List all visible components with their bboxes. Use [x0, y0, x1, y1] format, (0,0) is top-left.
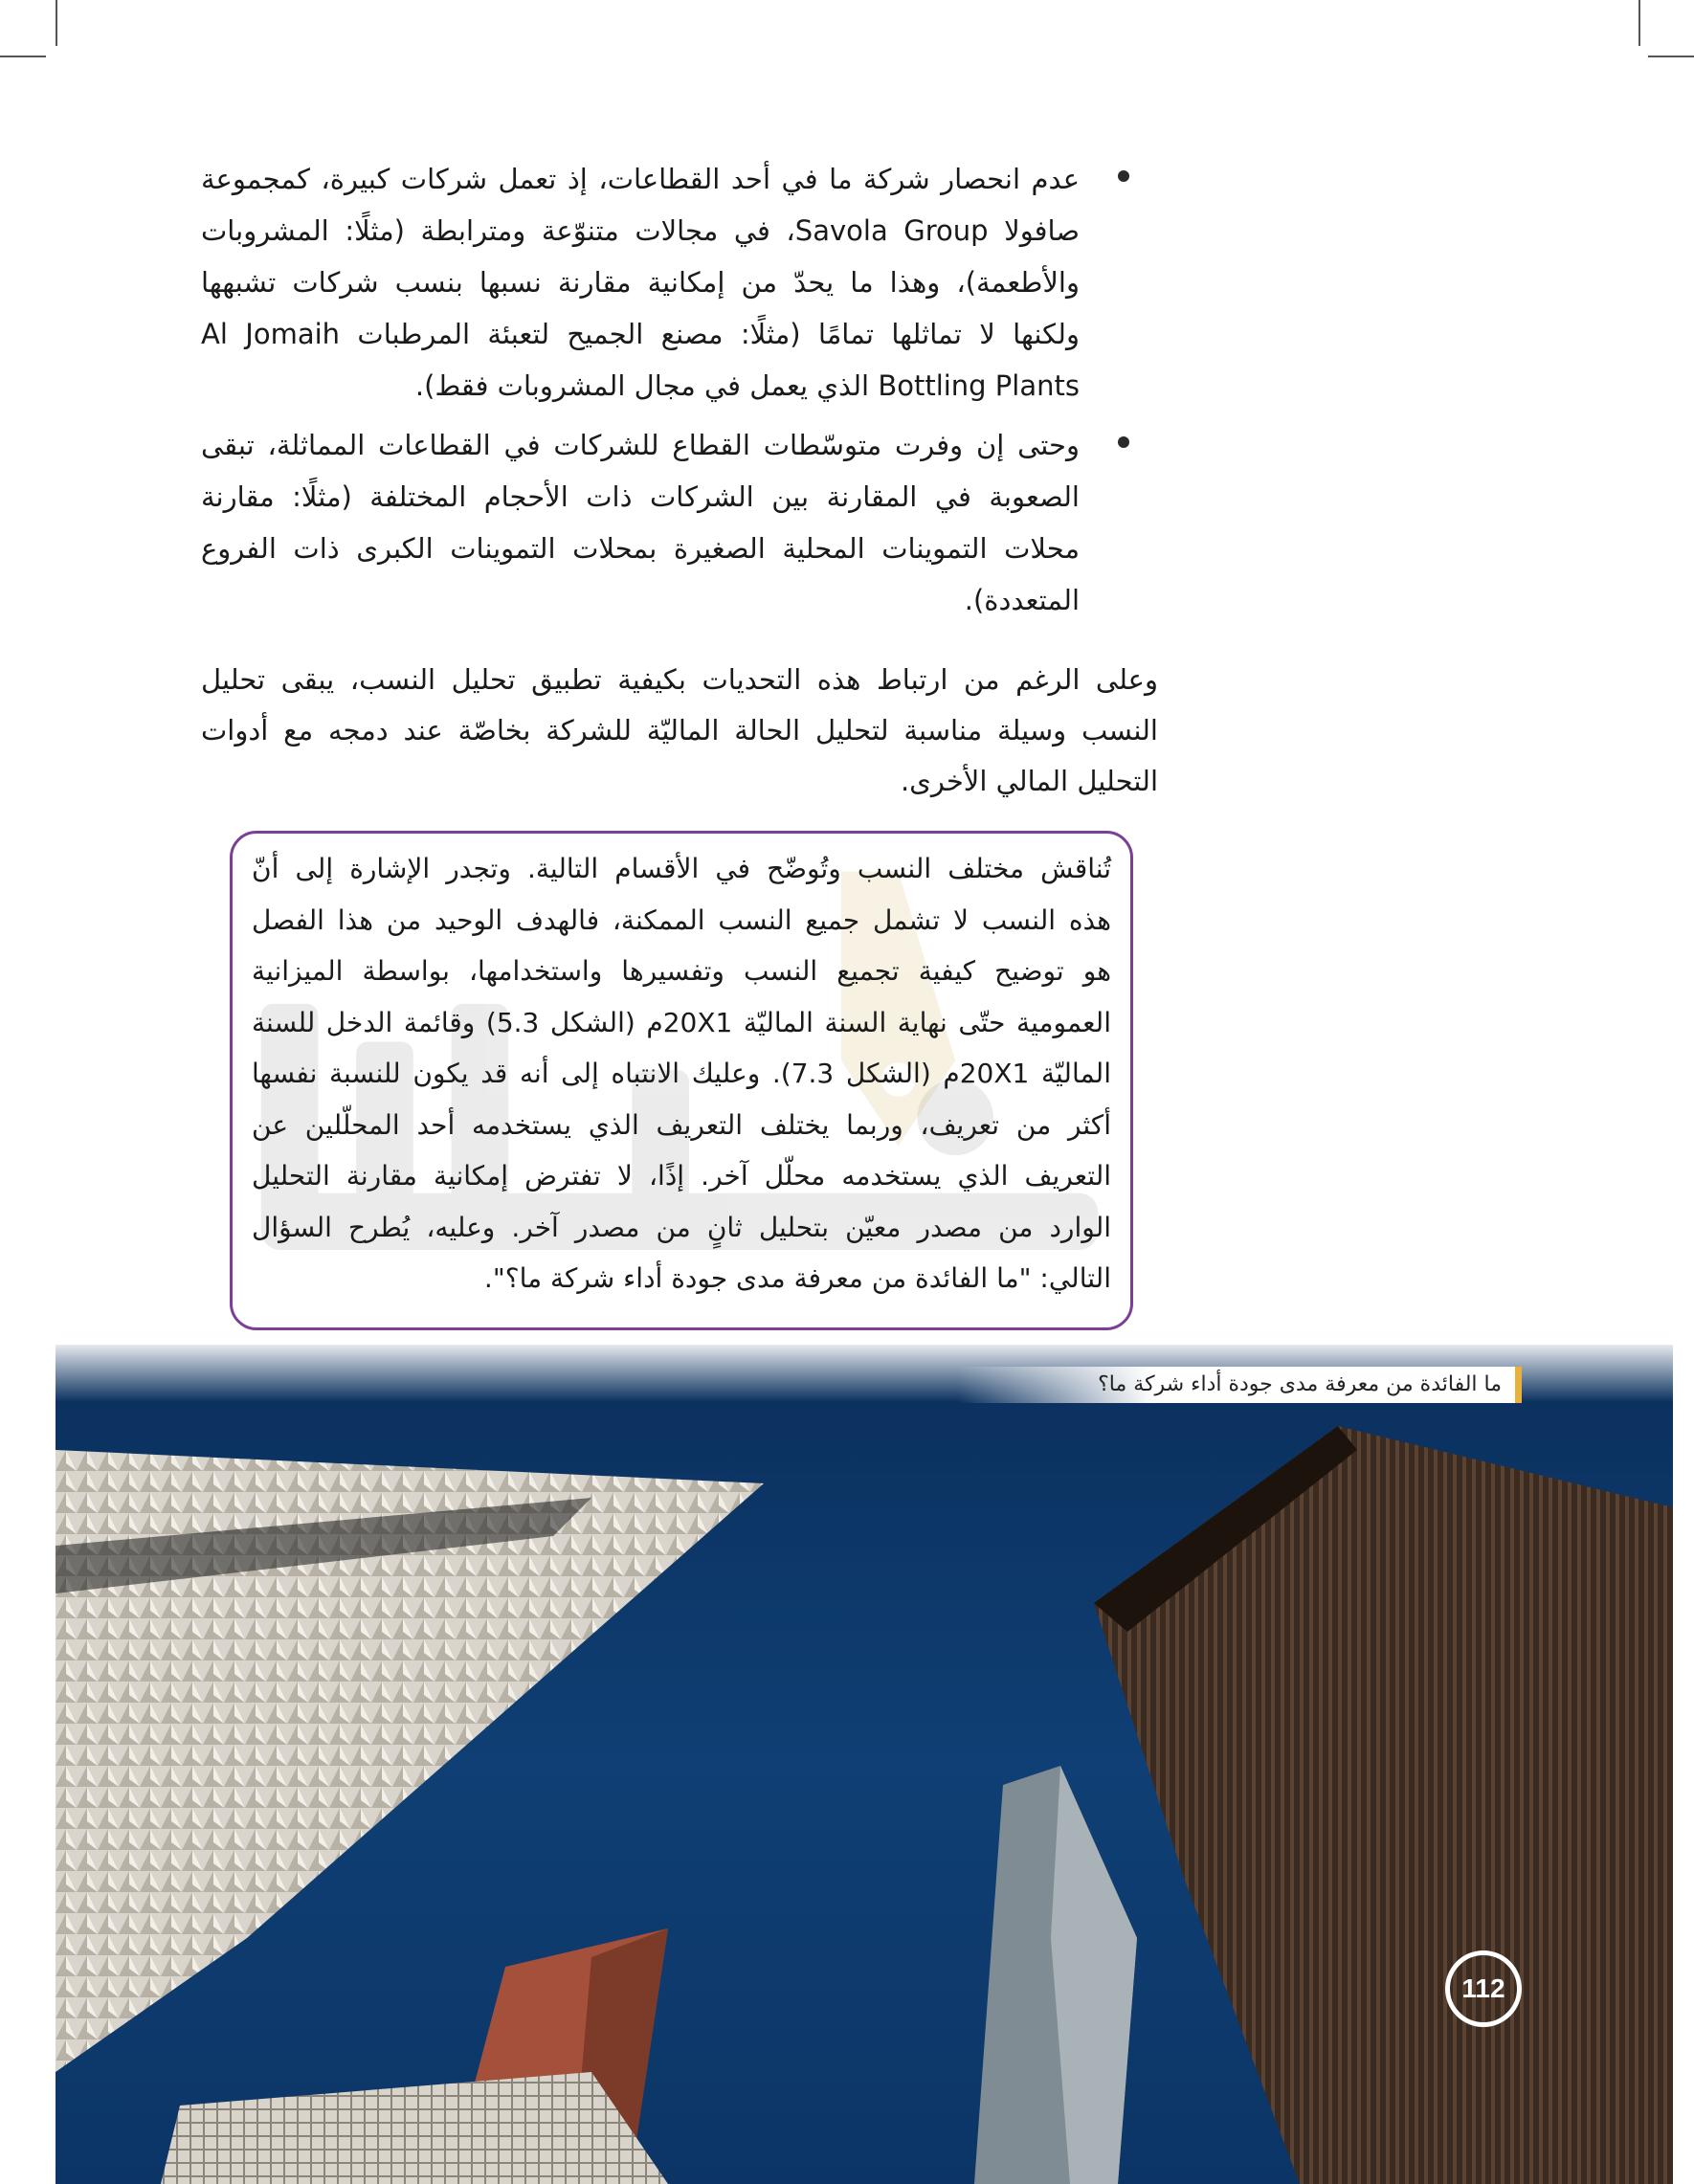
skyscrapers-photo [56, 1345, 1673, 2184]
bullet-icon [1118, 170, 1129, 182]
text-line: عدم انحصار شركة ما في أحد القطاعات، إذ تعمل شركات كبيرة، كمجموعة [201, 163, 1080, 195]
bullet-icon [1118, 436, 1129, 448]
text-line: التعريف الذي يستخدمه محلّل آخر. إذًا، لا تفترض إمكانية مقارنة التحليل [252, 1160, 1111, 1192]
text-line: هذه النسب لا تشمل جميع النسب الممكنة، فالهدف الوحيد من هذا الفصل [252, 903, 1111, 936]
crop-mark [1648, 56, 1694, 57]
page-number: 112 [1445, 1950, 1522, 2027]
text-line: أكثر من تعريف، وربما يختلف التعريف الذي يستخدمه أحد المحلّلين عن [252, 1108, 1111, 1141]
bullet-item [201, 419, 1129, 626]
bullet-item [201, 153, 1129, 412]
text-line: ولكنها لا تماثلها تمامًا (مثلًا: مصنع الجميح لتعبئة المرطبات Al Jomaih [201, 318, 1080, 350]
text-line: الوارد من مصدر معيّن بتحليل ثانٍ من مصدر آخر. وعليه، يُطرح السؤال [252, 1211, 1111, 1243]
text-line: محلات التموينات المحلية الصغيرة بمحلات التموينات الكبرى ذات الفروع [201, 532, 1080, 565]
text-line: التالي: "ما الفائدة من معرفة مدى جودة أداء شركة ما؟". [483, 1262, 1111, 1294]
text-line: التحليل المالي الأخرى. [900, 765, 1158, 797]
text-line: هو توضيح كيفية تجميع النسب وتفسيرها واستخدامها، بواسطة الميزانية [252, 955, 1111, 987]
text-line: وعلى الرغم من ارتباط هذه التحديات بكيفية تطبيق تحليل النسب، يبقى تحليل [201, 663, 1158, 696]
text-line: صافولا Savola Group، في مجالات متنوّعة ومترابطة (مثلًا: المشروبات [201, 214, 1080, 247]
body-paragraph [201, 655, 1158, 807]
text-line: الماليّة 20X1م (الشكل 7.3). وعليك الانتباه إلى أنه قد يكون للنسبة نفسها [252, 1058, 1111, 1089]
text-line: المتعددة). [964, 584, 1080, 616]
text-line: النسب وسيلة مناسبة لتحليل الحالة الماليّة للشركة بخاصّة عند دمجه مع أدوات [201, 714, 1158, 747]
crop-mark [0, 56, 46, 57]
photo-caption: ما الفائدة من معرفة مدى جودة أداء شركة ما؟ [957, 1367, 1522, 1403]
text-line: الصعوبة في المقارنة بين الشركات ذات الأحجام المختلفة (مثلًا: مقارنة [201, 480, 1080, 513]
text-line: تُناقش مختلف النسب وتُوضّح في الأقسام التالية. وتجدر الإشارة إلى أنّ [252, 853, 1111, 884]
text-line: العمومية حتّى نهاية السنة الماليّة 20X1م (الشكل 5.3) وقائمة الدخل للسنة [252, 1006, 1111, 1038]
note-box [230, 831, 1133, 1330]
bullet-list [201, 153, 1129, 634]
text-line: Bottling Plants الذي يعمل في مجال المشروبات فقط). [414, 369, 1080, 402]
crop-mark [1638, 0, 1640, 46]
note-text [252, 843, 1111, 1304]
text-line: والأطعمة)، وهذا ما يحدّ من إمكانية مقارنة نسبها بنسب شركات تشبهها [201, 266, 1080, 299]
text-line: وحتى إن وفرت متوسّطات القطاع للشركات في القطاعات المماثلة، تبقى [201, 429, 1080, 461]
crop-mark [56, 0, 57, 46]
